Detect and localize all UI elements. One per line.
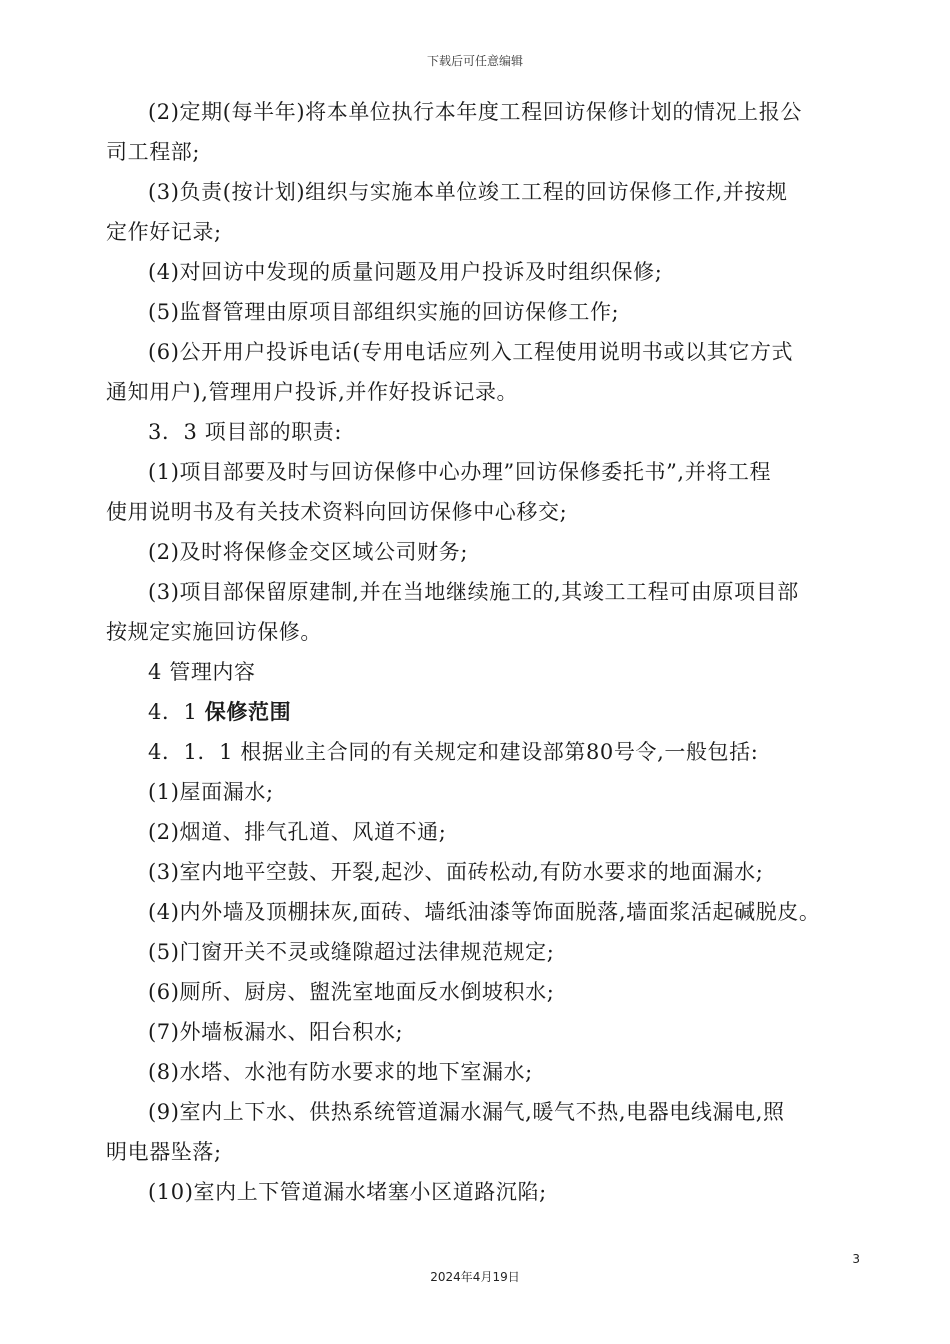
line-text: (1)屋面漏水; — [148, 780, 274, 804]
line-text: (7)外墙板漏水、阳台积水; — [148, 1020, 404, 1044]
line-text: (6)公开用户投诉电话(专用电话应列入工程使用说明书或以其它方式 — [148, 340, 794, 364]
paragraph-line — [106, 772, 866, 812]
line-text: 明电器坠落; — [106, 1140, 222, 1164]
paragraph-line — [106, 452, 866, 492]
line-text: (3)项目部保留原建制,并在当地继续施工的,其竣工工程可由原项目部 — [148, 580, 799, 604]
line-text: (5)门窗开关不灵或缝隙超过法律规范规定; — [148, 940, 555, 964]
paragraph-line — [106, 572, 866, 612]
paragraph-line — [106, 212, 866, 252]
paragraph-line — [106, 812, 866, 852]
line-text: 3．3 项目部的职责: — [148, 420, 343, 444]
paragraph-line — [106, 972, 866, 1012]
paragraph-line — [106, 1132, 866, 1172]
line-text: (3)室内地平空鼓、开裂,起沙、面砖松动,有防水要求的地面漏水; — [148, 860, 764, 884]
footer-date: 2024年4月19日 — [430, 1270, 520, 1284]
line-text: (2)及时将保修金交区域公司财务; — [148, 540, 469, 564]
line-text: (6)厕所、厨房、盥洗室地面反水倒坡积水; — [148, 980, 555, 1004]
line-text: (4)对回访中发现的质量问题及用户投诉及时组织保修; — [148, 260, 663, 284]
paragraph-line — [106, 332, 866, 372]
line-text: (10)室内上下管道漏水堵塞小区道路沉陷; — [148, 1180, 547, 1204]
line-text: 定作好记录; — [106, 220, 222, 244]
section-heading: 保修范围 — [204, 700, 292, 724]
line-text: (2)烟道、排气孔道、风道不通; — [148, 820, 447, 844]
paragraph-line — [106, 1052, 866, 1092]
paragraph-line — [106, 492, 866, 532]
paragraph-line — [106, 852, 866, 892]
paragraph-line — [106, 532, 866, 572]
paragraph-line — [106, 252, 866, 292]
line-text: (1)项目部要及时与回访保修中心办理”回访保修委托书”,并将工程 — [148, 460, 772, 484]
line-text: (4)内外墙及顶棚抹灰,面砖、墙纸油漆等饰面脱落,墙面浆活起碱脱皮。 — [148, 900, 821, 924]
document-body — [106, 92, 866, 1212]
line-text: 按规定实施回访保修。 — [106, 620, 322, 644]
paragraph-line — [106, 1012, 866, 1052]
line-text: 使用说明书及有关技术资料向回访保修中心移交; — [106, 500, 568, 524]
paragraph-line — [106, 172, 866, 212]
line-text: (5)监督管理由原项目部组织实施的回访保修工作; — [148, 300, 620, 324]
paragraph-line — [106, 652, 866, 692]
paragraph-line — [106, 132, 866, 172]
paragraph-line — [106, 92, 866, 132]
page-header: 下载后可任意编辑 — [426, 54, 523, 68]
line-text: 4．1 — [148, 700, 205, 724]
line-text: 司工程部; — [106, 140, 201, 164]
line-text: (3)负责(按计划)组织与实施本单位竣工工程的回访保修工作,并按规 — [148, 180, 788, 204]
paragraph-line — [106, 1092, 866, 1132]
paragraph-line — [106, 292, 866, 332]
line-text: 4 管理内容 — [148, 660, 256, 684]
paragraph-line — [106, 692, 866, 732]
paragraph-line — [106, 612, 866, 652]
line-text: 4．1．1 根据业主合同的有关规定和建设部第80号令,一般包括: — [148, 740, 759, 764]
paragraph-line — [106, 892, 866, 932]
paragraph-line — [106, 372, 866, 412]
line-text: (8)水塔、水池有防水要求的地下室漏水; — [148, 1060, 533, 1084]
page-number: 3 — [852, 1252, 860, 1266]
paragraph-line — [106, 412, 866, 452]
line-text: 通知用户),管理用户投诉,并作好投诉记录。 — [106, 380, 519, 404]
paragraph-line — [106, 1172, 866, 1212]
paragraph-line — [106, 732, 866, 772]
paragraph-line — [106, 932, 866, 972]
line-text: (9)室内上下水、供热系统管道漏水漏气,暖气不热,电器电线漏电,照 — [148, 1100, 785, 1124]
line-text: (2)定期(每半年)将本单位执行本年度工程回访保修计划的情况上报公 — [148, 100, 802, 124]
